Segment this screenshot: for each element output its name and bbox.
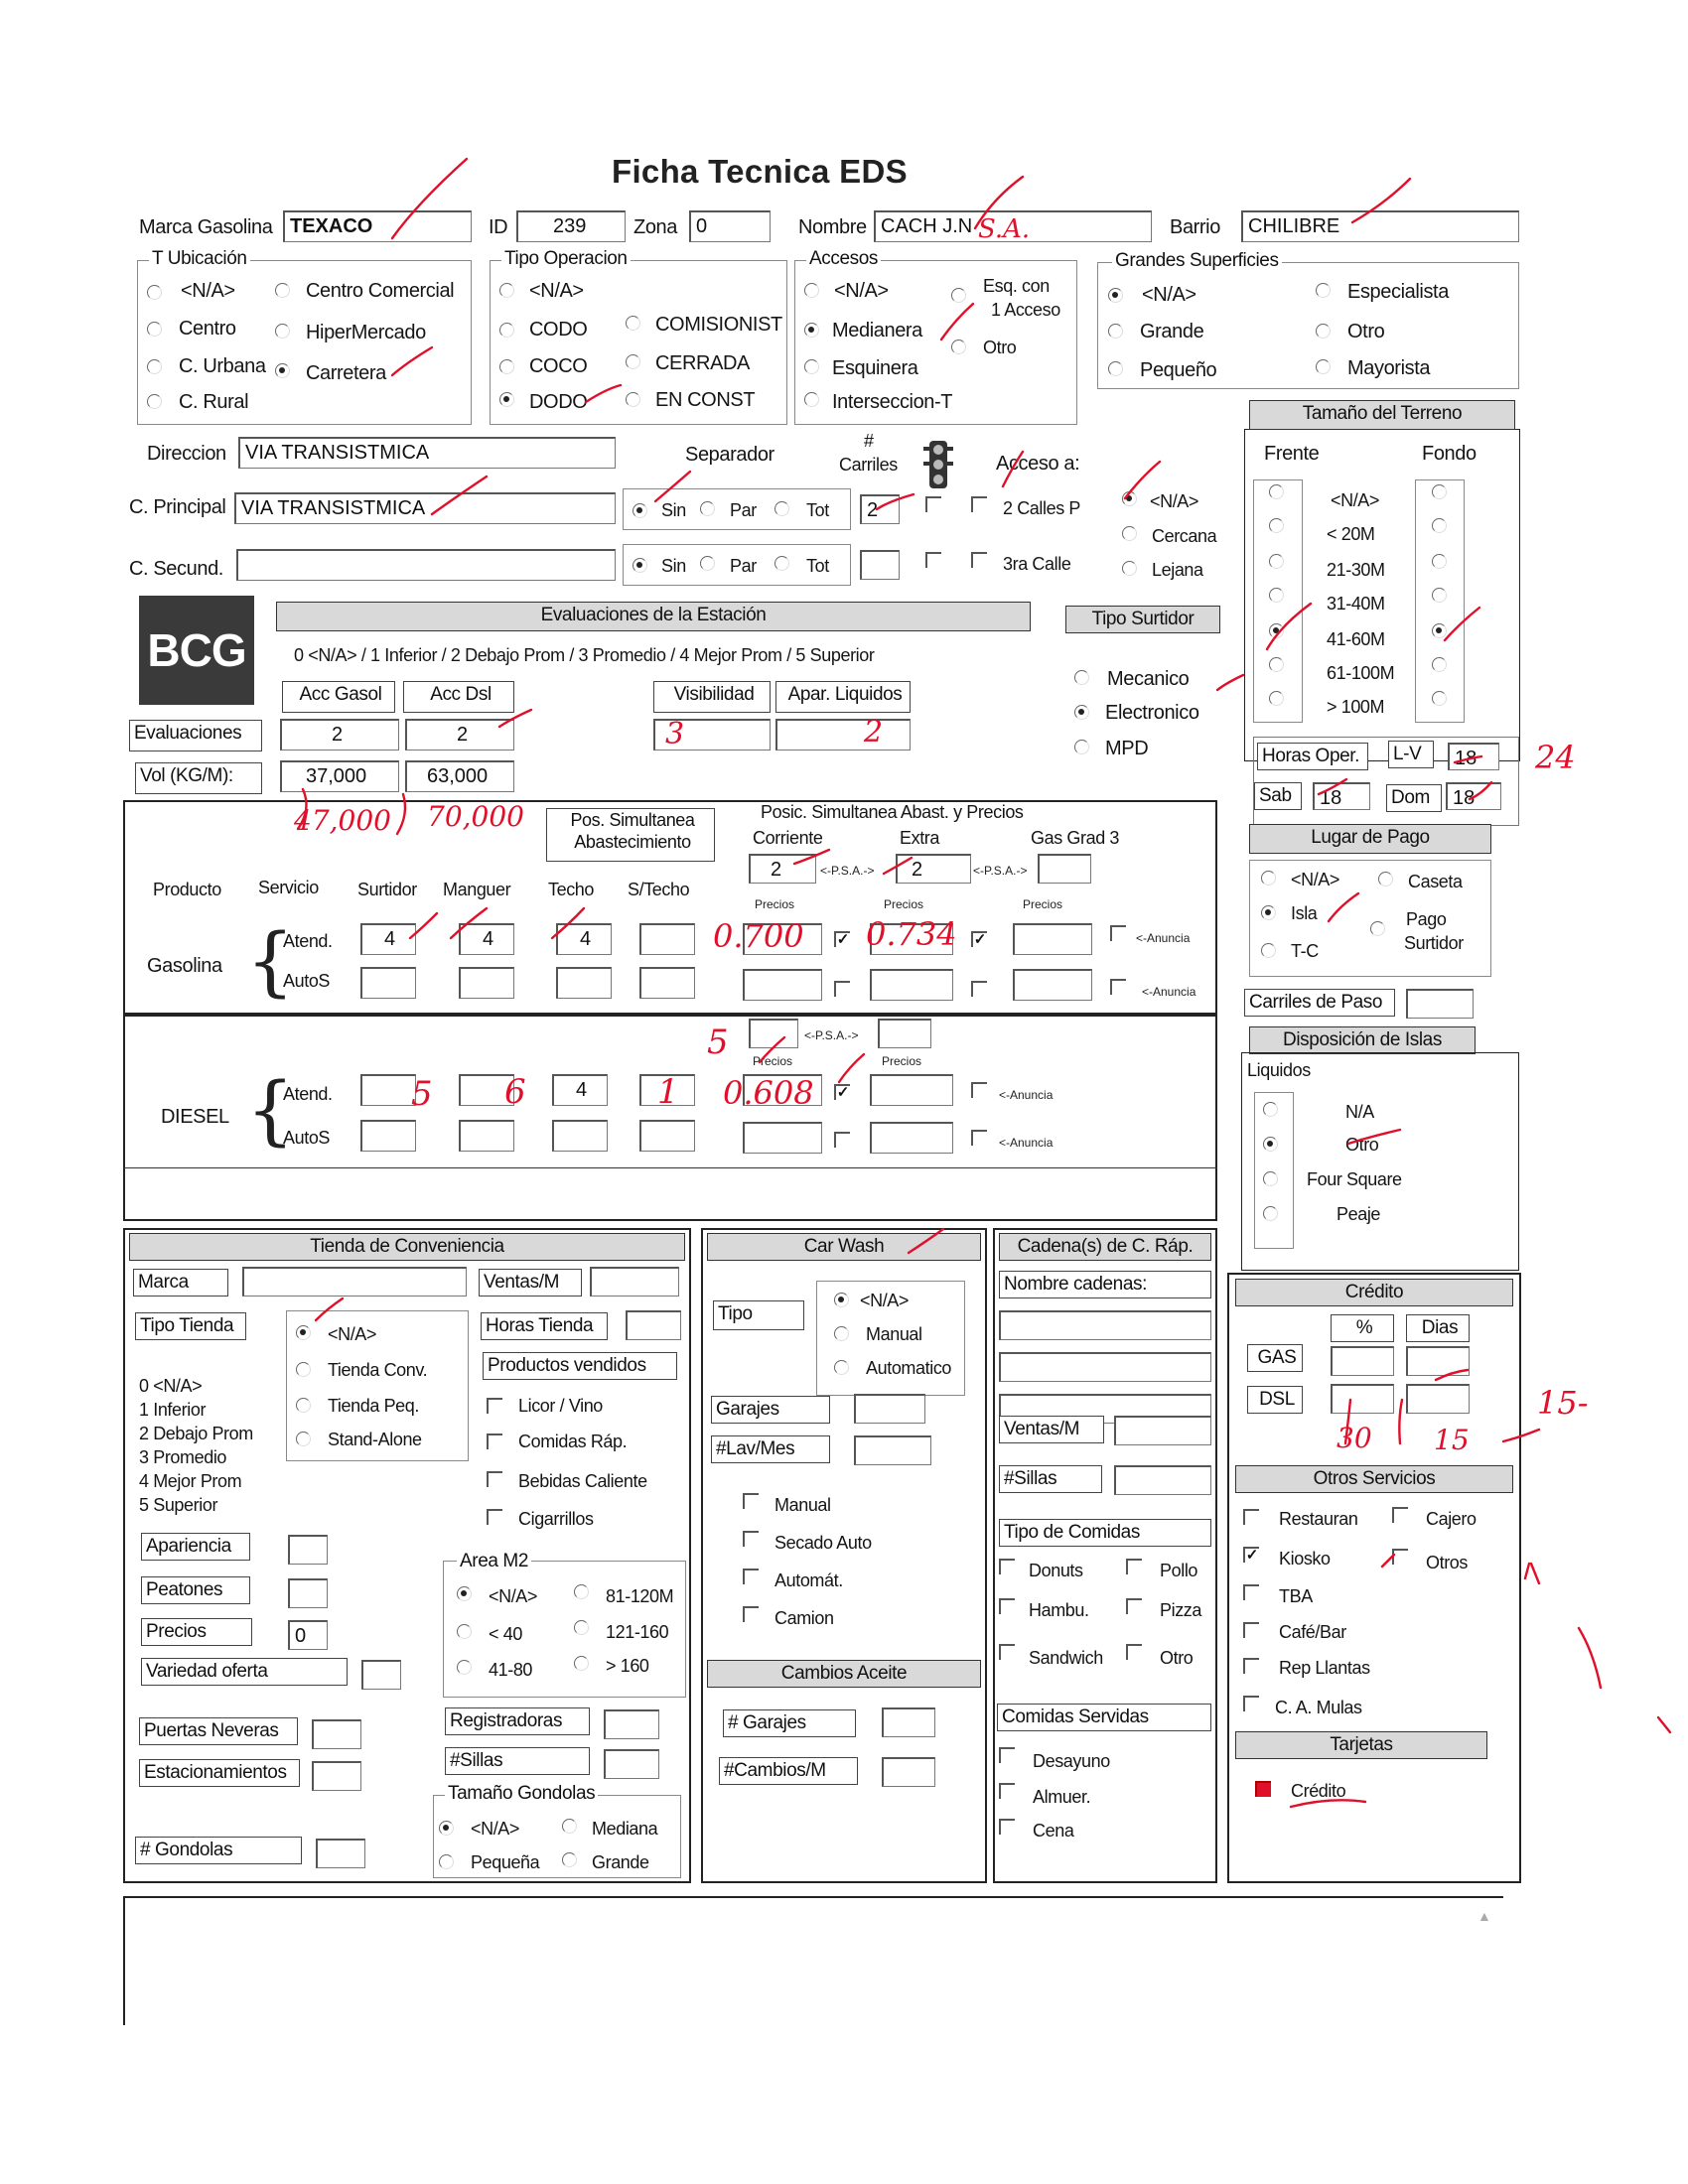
credito-dias-label: Dias [1406, 1314, 1470, 1342]
diesel-autos-label: AutoS [283, 1128, 331, 1148]
hw-visibilidad: 3 [665, 717, 685, 751]
registradoras-label: Registradoras [445, 1707, 590, 1735]
zona-label: Zona [633, 216, 677, 238]
tienda-ventas-label: Ventas/M [479, 1269, 582, 1297]
evaluaciones-title: Evaluaciones de la Estación [276, 602, 1031, 631]
cw-auto: Automatico [866, 1358, 952, 1378]
posic-title: Posic. Simultanea Abast. y Precios [761, 802, 1024, 822]
terreno-row-label: 41-60M [1327, 629, 1385, 649]
tienda-horas-label: Horas Tienda [481, 1312, 608, 1340]
scroll-up-icon[interactable]: ▲ [1477, 1908, 1491, 1924]
otros-cafe: Café/Bar [1279, 1622, 1346, 1642]
acc-1acceso-label: 1 Acceso [991, 300, 1060, 320]
cw-opt-automat: Automát. [774, 1570, 843, 1590]
gasolina-product-label: Gasolina [147, 955, 222, 977]
zona-field[interactable]: 0 [689, 210, 771, 242]
hw-lv-extra: 24 [1535, 739, 1576, 776]
barrio-label: Barrio [1170, 216, 1220, 238]
sup-especialista-label: Especialista [1347, 281, 1449, 303]
terreno-row-label: 31-40M [1327, 594, 1385, 614]
prod-cigarrillos: Cigarrillos [518, 1509, 594, 1529]
lv-label: L-V [1388, 741, 1434, 768]
pos-simultanea-l1: Pos. Simultanea [570, 810, 695, 830]
acc-gasol-label: Acc Gasol [282, 681, 395, 713]
tienda-scale-item: 5 Superior [139, 1495, 218, 1515]
acc-na-label: <N/A> [834, 280, 889, 302]
otros-kiosko-check[interactable]: ✓ [1243, 1547, 1259, 1563]
tam-grande: Grande [592, 1852, 649, 1872]
otros-mulas: C. A. Mulas [1275, 1698, 1362, 1717]
surt-mecanico: Mecanico [1107, 668, 1190, 690]
credito-gas-label: GAS [1247, 1344, 1303, 1372]
vol-label: Vol (KG/M): [135, 762, 262, 794]
diesel-brace-icon: { [246, 1065, 295, 1154]
acc-esqcon-label: Esq. con [983, 276, 1050, 296]
acc-dsl-label: Acc Dsl [403, 681, 514, 713]
tienda-scale-item: 4 Mejor Prom [139, 1471, 242, 1491]
precios-label: Precios [141, 1618, 252, 1646]
otros-llantas: Rep Llantas [1279, 1658, 1370, 1678]
hw-apar: 2 [864, 715, 884, 750]
precios-extra-header: Precios [884, 897, 924, 911]
terreno-row-label: < 20M [1327, 524, 1375, 544]
cadena-tipo-label: Tipo de Comidas [999, 1519, 1211, 1547]
acc-otro-label: Otro [983, 338, 1017, 357]
sab-label: Sab [1254, 782, 1302, 810]
superficies-label: Grandes Superficies [1112, 250, 1282, 272]
tienda-tipo-label: Tipo Tienda [135, 1312, 246, 1340]
tienda-scale-item: 0 <N/A> [139, 1376, 203, 1396]
tienda-scale-item: 3 Promedio [139, 1447, 227, 1467]
sup-na-label: <N/A> [1142, 284, 1196, 306]
diesel-anuncia-1-check[interactable]: ✓ [834, 1084, 850, 1100]
corriente-psa-field[interactable]: 2 [749, 854, 816, 884]
diesel-atend-label: Atend. [283, 1084, 333, 1104]
carriles-paso-label: Carriles de Paso [1244, 989, 1395, 1017]
precios-gas3-header: Precios [1023, 897, 1063, 911]
diesel-atend-techo[interactable]: 4 [552, 1074, 608, 1106]
tienda-title: Tienda de Conveniencia [129, 1233, 685, 1261]
area-81: 81-120M [606, 1586, 674, 1606]
tienda-marca-label: Marca [133, 1269, 228, 1297]
cprincipal-field[interactable]: VIA TRANSISTMICA [234, 492, 616, 524]
area-41: 41-80 [489, 1660, 533, 1680]
extra-psa-arrow: <-P.S.A.-> [973, 864, 1028, 878]
sep-p-par: Par [730, 500, 757, 520]
ubic-ccomercial-label: Centro Comercial [306, 280, 455, 302]
op-codo-label: CODO [529, 319, 588, 341]
surt-mpd: MPD [1105, 738, 1149, 759]
otros-restauran: Restauran [1279, 1509, 1358, 1529]
diesel-psa-arrow: <-P.S.A.-> [804, 1028, 859, 1042]
eval-gasol-field[interactable]: 2 [280, 719, 399, 751]
precios-corr-header: Precios [755, 897, 795, 911]
cambios-garajes-label: # Garajes [723, 1709, 856, 1737]
otros-cajero: Cajero [1426, 1509, 1477, 1529]
gas-anuncia-atend: <-Anuncia [1136, 931, 1191, 945]
otros-otros: Otros [1426, 1553, 1469, 1572]
sep-s-par: Par [730, 556, 757, 576]
pago-surtidor: Surtidor [1404, 933, 1464, 953]
surt-electronico: Electronico [1105, 702, 1199, 724]
acc-medianera-label: Medianera [832, 320, 922, 341]
cw-manual: Manual [866, 1324, 922, 1344]
vol-gasol-field[interactable]: 37,000 [280, 760, 399, 792]
otros-tba: TBA [1279, 1586, 1313, 1606]
credito-dsl-label: DSL [1247, 1386, 1303, 1414]
sab-field[interactable]: 18 [1313, 782, 1370, 810]
sup-otro-label: Otro [1347, 321, 1385, 342]
serv-almuer: Almuer. [1033, 1787, 1091, 1807]
sep-p-tot: Tot [806, 500, 829, 520]
gas-anuncia-corr-check[interactable]: ✓ [834, 931, 850, 947]
prod-bebidas: Bebidas Caliente [518, 1471, 647, 1491]
extra-label: Extra [900, 828, 940, 848]
pago-pago: Pago [1406, 909, 1447, 929]
ubicacion-label: T Ubicación [149, 248, 250, 270]
hw-dsl-dias: 15 [1434, 1424, 1470, 1456]
ubic-hiper-label: HiperMercado [306, 322, 426, 343]
hw-diesel-manguer: 6 [504, 1072, 526, 1112]
carwash-tipo-label: Tipo [713, 1300, 804, 1330]
gondolas-label: # Gondolas [135, 1837, 302, 1864]
pago-isla: Isla [1291, 903, 1318, 923]
gas-anuncia-autos: <-Anuncia [1142, 985, 1196, 999]
op-dodo-label: DODO [529, 391, 588, 413]
tienda-sillas-label: #Sillas [445, 1747, 590, 1775]
tipo-conv: Tienda Conv. [328, 1360, 428, 1380]
liquidos-label: Liquidos [1247, 1060, 1311, 1080]
gas-anuncia-extra-check[interactable]: ✓ [971, 931, 987, 947]
op-comisionist-label: COMISIONIST [655, 314, 782, 336]
bcg-logo: BCG [139, 596, 254, 705]
cw-garajes-label: Garajes [711, 1396, 830, 1424]
area-label: Area M2 [457, 1551, 531, 1572]
op-coco-label: COCO [529, 355, 588, 377]
hw-diesel-stecho: 1 [657, 1072, 679, 1112]
terreno-title: Tamaño del Terreno [1249, 400, 1515, 430]
tarjetas-credito: Crédito [1291, 1781, 1346, 1801]
servicio-header: Servicio [258, 878, 319, 897]
apar-label: Apar. Liquidos [775, 681, 911, 713]
ubic-crural-label: C. Rural [179, 391, 249, 413]
corriente-label: Corriente [753, 828, 823, 848]
diesel-product-label: DIESEL [161, 1106, 229, 1128]
cad-hambu: Hambu. [1029, 1600, 1089, 1620]
cw-lav-label: #Lav/Mes [711, 1435, 830, 1463]
terreno-row-label: <N/A> [1331, 490, 1380, 510]
islas-title: Disposición de Islas [1249, 1026, 1476, 1054]
hw-vol-dsl: 70,000 [427, 800, 524, 833]
ubic-carretera-label: Carretera [306, 362, 386, 384]
ubic-centro-label: Centro [179, 318, 236, 340]
cad-donuts: Donuts [1029, 1561, 1083, 1580]
area-121: 121-160 [606, 1622, 669, 1642]
gas-autos-label: AutoS [283, 971, 331, 991]
acc-a-lejana: Lejana [1152, 560, 1203, 580]
acceso-a-label: Acceso a: [996, 453, 1080, 475]
tarjetas-title: Tarjetas [1235, 1731, 1487, 1759]
terreno-row-label: 61-100M [1327, 663, 1395, 683]
prod-licor: Licor / Vino [518, 1396, 603, 1416]
manguer-header: Manguer [443, 880, 511, 899]
cadena-title: Cadena(s) de C. Ráp. [999, 1233, 1211, 1261]
eval-scale: 0 <N/A> / 1 Inferior / 2 Debajo Prom / 3 Promedio / 4 Mejor Prom / 5 Superior [294, 645, 875, 665]
acc-a-na: <N/A> [1150, 491, 1199, 511]
lv-field[interactable]: 18 [1448, 743, 1499, 770]
hw-psa-diesel: 5 [707, 1023, 729, 1062]
marca-field[interactable]: TEXACO [283, 210, 472, 242]
carriles-label: Carriles [839, 455, 898, 475]
gas-atend-techo[interactable]: 4 [556, 923, 612, 955]
pago-tc: T-C [1291, 941, 1319, 961]
operacion-label: Tipo Operacion [501, 248, 631, 270]
hw-nombre-note: S.A. [978, 214, 1031, 244]
surtidor-header: Surtidor [357, 880, 417, 899]
diesel-precios-2: Precios [882, 1054, 922, 1068]
gasolina-brace-icon: { [246, 916, 295, 1005]
frente-label: Frente [1264, 443, 1320, 465]
tam-pequena: Pequeña [471, 1852, 540, 1872]
serv-cena: Cena [1033, 1821, 1074, 1841]
carriles-principal-field[interactable]: 2 [860, 494, 900, 524]
acc-esquinera-label: Esquinera [832, 357, 918, 379]
visibilidad-label: Visibilidad [653, 681, 771, 713]
islas-na: N/A [1345, 1102, 1374, 1122]
direccion-field[interactable]: VIA TRANSISTMICA [238, 437, 616, 469]
precios-field[interactable]: 0 [288, 1620, 328, 1650]
producto-header: Producto [153, 880, 221, 899]
op-cerrada-label: CERRADA [655, 352, 750, 374]
cadena-ventas-label: Ventas/M [999, 1416, 1104, 1443]
gas-atend-surtidor[interactable]: 4 [360, 923, 416, 955]
sup-grande-label: Grande [1140, 321, 1204, 342]
area-na: <N/A> [489, 1586, 538, 1606]
cw-opt-camion: Camion [774, 1608, 834, 1628]
ubic-na-label: <N/A> [181, 280, 235, 302]
sup-mayorista-label: Mayorista [1347, 357, 1431, 379]
op-na-label: <N/A> [529, 280, 584, 302]
marca-label: Marca Gasolina [139, 216, 273, 238]
tam-mediana: Mediana [592, 1819, 658, 1839]
sup-pequeno-label: Pequeño [1140, 359, 1217, 381]
id-label: ID [489, 216, 508, 238]
cad-pizza: Pizza [1160, 1600, 1202, 1620]
pago-caseta: Caseta [1408, 872, 1463, 891]
cambios-m-label: #Cambios/M [719, 1757, 858, 1785]
sep-p-sin: Sin [661, 500, 686, 520]
islas-otro: Otro [1345, 1135, 1379, 1155]
direccion-label: Direccion [147, 443, 226, 465]
pos-simultanea-l2: Abastecimiento [574, 832, 691, 852]
gas-atend-manguer[interactable]: 4 [459, 923, 514, 955]
cw-na: <N/A> [860, 1291, 910, 1310]
puertas-label: Puertas Neveras [139, 1717, 298, 1745]
hw-vol-gasol: 47,000 [294, 804, 391, 837]
apariencia-label: Apariencia [141, 1533, 250, 1561]
otros-kiosko: Kiosko [1279, 1549, 1331, 1569]
tienda-scale-item: 1 Inferior [139, 1400, 207, 1420]
corriente-psa-arrow: <-P.S.A.-> [820, 864, 875, 878]
acc-interseccion-label: Interseccion-T [832, 391, 953, 413]
serv-desayuno: Desayuno [1033, 1751, 1110, 1771]
csecund-label: C. Secund. [129, 558, 223, 580]
gas-atend-label: Atend. [283, 931, 333, 951]
fondo-label: Fondo [1422, 443, 1477, 465]
extra-psa-field[interactable]: 2 [896, 854, 971, 884]
productos-label: Productos vendidos [483, 1352, 677, 1380]
area-160: > 160 [606, 1656, 649, 1676]
cadena-nombre-label: Nombre cadenas: [999, 1271, 1211, 1298]
hw-precio-diesel: 0.608 [723, 1074, 814, 1112]
stecho-header: S/Techo [628, 880, 690, 899]
estacionamientos-label: Estacionamientos [139, 1759, 300, 1787]
diesel-anuncia-autos: <-Anuncia [999, 1136, 1054, 1150]
techo-header: Techo [548, 880, 595, 899]
id-field[interactable]: 239 [516, 210, 626, 242]
variedad-label: Variedad oferta [141, 1658, 348, 1686]
pago-title: Lugar de Pago [1249, 824, 1491, 854]
cad-sandwich: Sandwich [1029, 1648, 1103, 1668]
terreno-row-label: 21-30M [1327, 560, 1385, 580]
tam-gondolas-label: Tamaño Gondolas [445, 1783, 598, 1805]
op-enconst-label: EN CONST [655, 389, 756, 411]
hw-precio-extra: 0.734 [866, 915, 957, 953]
dos-calles-label: 2 Calles P [1003, 498, 1081, 518]
accesos-label: Accesos [806, 248, 881, 270]
nombre-field[interactable]: CACH J.N [874, 210, 1152, 242]
tipo-na: <N/A> [328, 1324, 377, 1344]
acc-a-cercana: Cercana [1152, 526, 1217, 546]
cprincipal-label: C. Principal [129, 496, 226, 518]
dom-field[interactable]: 18 [1446, 782, 1501, 810]
sep-s-tot: Tot [806, 556, 829, 576]
terreno-row-label: > 100M [1327, 697, 1385, 717]
hw-dsl-pct: 30 [1336, 1422, 1372, 1454]
evaluaciones-label: Evaluaciones [129, 720, 262, 751]
gas3-label: Gas Grad 3 [1031, 828, 1120, 848]
sep-s-sin: Sin [661, 556, 686, 576]
ubic-curbana-label: C. Urbana [179, 355, 266, 377]
vol-dsl-field[interactable]: 63,000 [405, 760, 514, 792]
carriles-hash: # [864, 431, 874, 451]
separador-label: Separador [685, 444, 774, 466]
cw-opt-manual: Manual [774, 1495, 831, 1515]
tam-na: <N/A> [471, 1819, 520, 1839]
credito-pct-label: % [1331, 1314, 1394, 1342]
carwash-title: Car Wash [707, 1233, 981, 1261]
page-title: Ficha Tecnica EDS [612, 153, 908, 190]
cambios-title: Cambios Aceite [707, 1660, 981, 1688]
nombre-label: Nombre [798, 216, 867, 238]
tienda-scale-item: 2 Debajo Prom [139, 1424, 253, 1443]
pago-na: <N/A> [1291, 870, 1340, 889]
horas-oper-label: Horas Oper. [1257, 743, 1368, 770]
area-40: < 40 [489, 1624, 522, 1644]
islas-peaje: Peaje [1336, 1204, 1381, 1224]
hw-dsl-extra: 15- [1537, 1384, 1589, 1422]
cad-otro: Otro [1160, 1648, 1194, 1668]
tipo-stand: Stand-Alone [328, 1430, 422, 1449]
dom-label: Dom [1386, 784, 1442, 812]
tres-calle-label: 3ra Calle [1003, 554, 1071, 574]
tipo-peq: Tienda Peq. [328, 1396, 419, 1416]
barrio-field[interactable]: CHILIBRE [1241, 210, 1519, 242]
diesel-anuncia-atend: <-Anuncia [999, 1088, 1054, 1102]
cad-pollo: Pollo [1160, 1561, 1198, 1580]
credito-title: Crédito [1235, 1279, 1513, 1306]
diesel-precios-1: Precios [753, 1054, 793, 1068]
hw-precio-corriente: 0.700 [713, 917, 804, 955]
surtidor-title: Tipo Surtidor [1065, 606, 1220, 633]
islas-four: Four Square [1307, 1169, 1402, 1189]
cadena-servidas-label: Comidas Servidas [997, 1704, 1211, 1731]
cw-opt-secado: Secado Auto [774, 1533, 872, 1553]
cadena-sillas-label: #Sillas [999, 1465, 1102, 1493]
prod-comidas: Comidas Ráp. [518, 1432, 628, 1451]
hw-diesel-surtidor: 5 [411, 1074, 433, 1114]
otros-title: Otros Servicios [1235, 1465, 1513, 1493]
eval-dsl-field[interactable]: 2 [405, 719, 514, 751]
peatones-label: Peatones [141, 1576, 250, 1604]
